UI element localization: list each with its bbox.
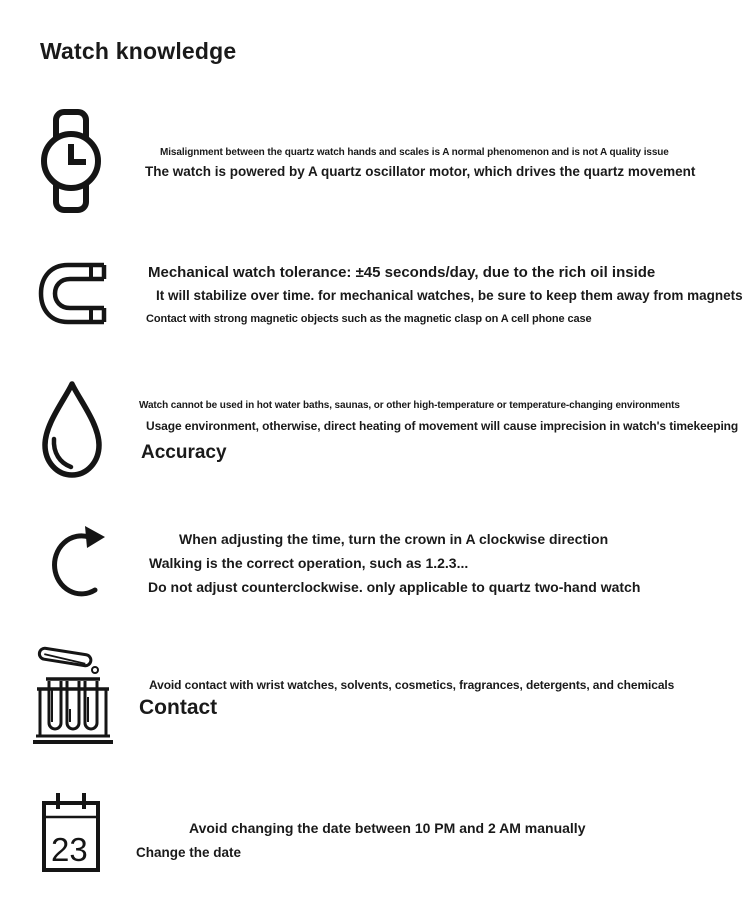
section-quartz-main: The watch is powered by A quartz oscillator motor, which drives the quartz movement: [145, 164, 696, 179]
section-magnet-tolerance: Mechanical watch tolerance: ±45 seconds/day, due to the rich oil inside: [148, 264, 656, 281]
section-crown-clockwise: When adjusting the time, turn the crown in A clockwise direction: [179, 531, 609, 547]
water-drop-icon: [40, 379, 104, 480]
change-date-heading: Change the date: [136, 845, 242, 860]
wristwatch-icon: [40, 108, 102, 214]
section-crown-counterclockwise: Do not adjust counterclockwise. only applicable to quartz two-hand watch: [148, 579, 641, 595]
accuracy-heading: Accuracy: [141, 442, 227, 463]
contact-heading: Contact: [139, 696, 218, 719]
section-magnet-stabilize: It will stabilize over time. for mechanical watches, be sure to keep them away from magnets: [156, 288, 743, 303]
section-accuracy-note: Watch cannot be used in hot water baths, saunas, or other high-temperature or temperature-changing environments: [139, 400, 680, 411]
test-tubes-icon: [33, 643, 113, 747]
section-date-avoid: Avoid changing the date between 10 PM and 2 AM manually: [189, 820, 586, 836]
page-title: Watch knowledge: [40, 38, 237, 64]
section-magnet-contact: Contact with strong magnetic objects such as the magnetic clasp on A cell phone case: [146, 313, 592, 325]
section-contact-note: Avoid contact with wrist watches, solvents, cosmetics, fragrances, detergents, and chemicals: [149, 678, 675, 692]
calendar-icon: [40, 790, 102, 874]
section-accuracy-usage: Usage environment, otherwise, direct heating of movement will cause imprecision in watch's timekeeping: [146, 419, 739, 433]
calendar-day-number: 23: [51, 831, 88, 868]
section-crown-walking: Walking is the correct operation, such as 1.2.3...: [149, 555, 469, 571]
section-quartz-note: Misalignment between the quartz watch hands and scales is A normal phenomenon and is not A quality issue: [160, 147, 669, 158]
magnet-icon: [38, 262, 108, 325]
clockwise-arrow-icon: [42, 524, 106, 608]
